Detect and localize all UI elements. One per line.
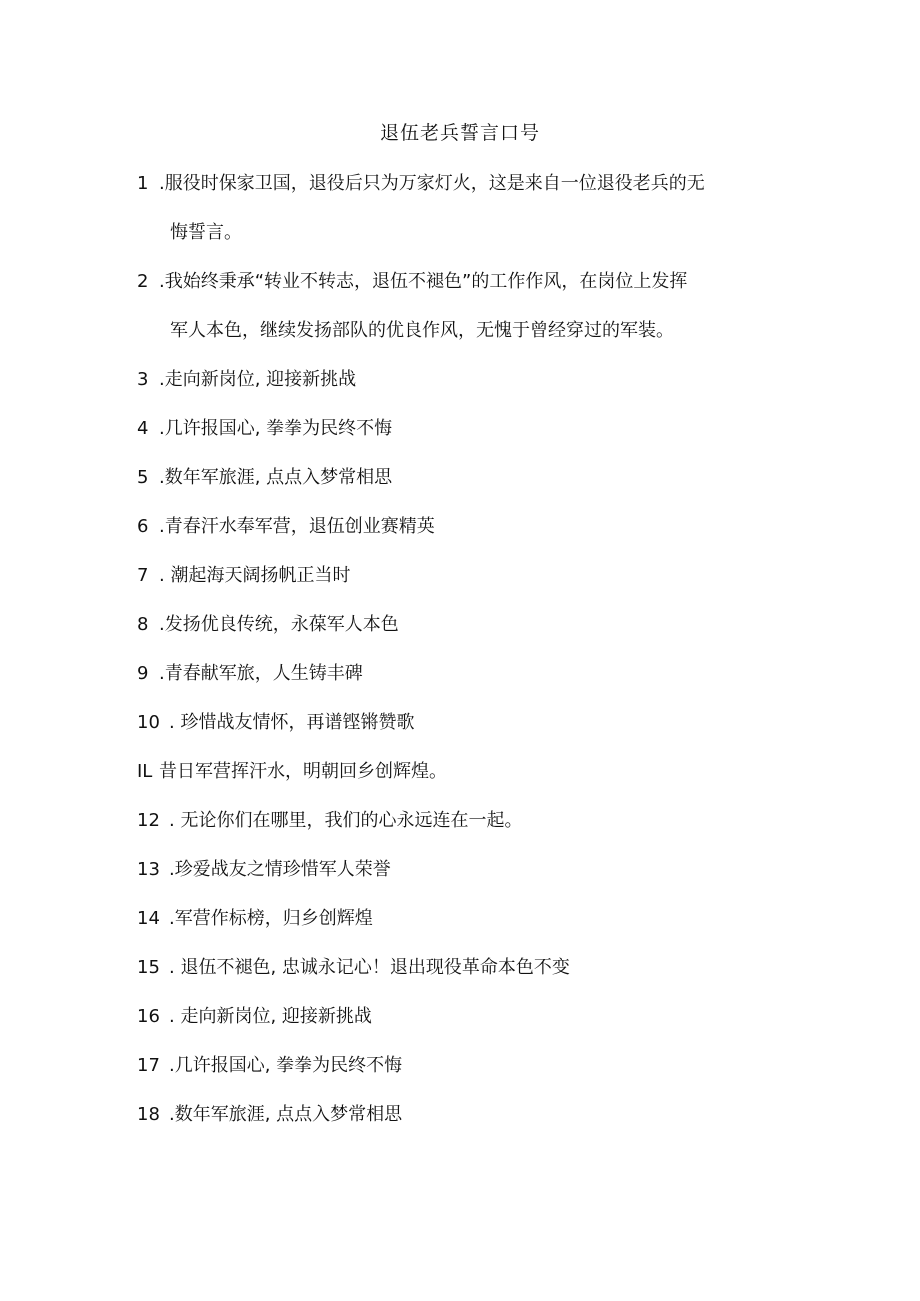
list-item <box>137 170 810 198</box>
item-number: 1 <box>137 173 149 194</box>
item-text: .我始终秉承“转业不转志，退伍不褪色”的工作作风，在岗位上发挥 <box>159 271 688 292</box>
item-number: 17 <box>137 1055 160 1076</box>
item-text: .服役时保家卫国，退役后只为万家灯火，这是来自一位退役老兵的无 <box>159 173 705 194</box>
item-number: 5 <box>137 467 149 488</box>
item-number: 12 <box>137 810 160 831</box>
item-text: .几许报国心, 拳拳为民终不悔 <box>159 418 393 439</box>
item-text: .数年军旅涯, 点点入梦常相思 <box>169 1104 403 1125</box>
item-number: 4 <box>137 418 149 439</box>
list-item <box>137 366 810 394</box>
item-text: .军营作标榜，归乡创辉煌 <box>169 908 373 929</box>
item-text: . 走向新岗位, 迎接新挑战 <box>169 1006 372 1027</box>
item-text: .数年军旅涯, 点点入梦常相思 <box>159 467 393 488</box>
item-text: .青春献军旅，人生铸丰碑 <box>159 663 363 684</box>
list-item <box>137 562 810 590</box>
list-item <box>137 513 810 541</box>
item-text: .发扬优良传统，永葆军人本色 <box>159 614 399 635</box>
item-number: IL <box>137 761 153 782</box>
item-number: 10 <box>137 712 160 733</box>
item-number: 6 <box>137 516 149 537</box>
item-number: 8 <box>137 614 149 635</box>
list-item <box>137 1003 810 1031</box>
item-number: 7 <box>137 565 149 586</box>
list-item <box>137 807 810 835</box>
list-item <box>137 954 810 982</box>
item-number: 9 <box>137 663 149 684</box>
list-item <box>137 268 810 296</box>
item-number: 13 <box>137 859 160 880</box>
list-item <box>137 856 810 884</box>
item-text: .珍爱战友之情珍惜军人荣誉 <box>169 859 391 880</box>
list-item <box>137 660 810 688</box>
item-text: . 潮起海天阔扬帆正当时 <box>159 565 351 586</box>
item-text: 昔日军营挥汗水，明朝回乡创辉煌。 <box>159 761 447 782</box>
item-number: 16 <box>137 1006 160 1027</box>
item-number: 2 <box>137 271 149 292</box>
list-item <box>137 758 810 786</box>
list-item <box>137 1052 810 1080</box>
document-title: 退伍老兵誓言口号 <box>379 122 540 144</box>
item-text: . 退伍不褪色, 忠诚永记心！退出现役革命本色不变 <box>169 957 570 978</box>
item-text-continuation: 军人本色，继续发扬部队的优良作风，无愧于曾经穿过的军装。 <box>170 320 674 341</box>
item-number: 3 <box>137 369 149 390</box>
item-text: .走向新岗位, 迎接新挑战 <box>159 369 357 390</box>
item-number: 18 <box>137 1104 160 1125</box>
list-item <box>137 415 810 443</box>
list-item <box>137 464 810 492</box>
item-text: .几许报国心, 拳拳为民终不悔 <box>169 1055 403 1076</box>
list-item <box>137 709 810 737</box>
list-item <box>137 611 810 639</box>
list-item <box>137 905 810 933</box>
item-text: .青春汗水奉军营，退伍创业赛精英 <box>159 516 435 537</box>
item-number: 15 <box>137 957 160 978</box>
item-text: . 无论你们在哪里，我们的心永远连在一起。 <box>169 810 523 831</box>
item-text: . 珍惜战友情怀，再谱铿锵赞歌 <box>169 712 415 733</box>
item-number: 14 <box>137 908 160 929</box>
list-item <box>137 1101 810 1129</box>
item-text-continuation: 悔誓言。 <box>170 222 242 243</box>
